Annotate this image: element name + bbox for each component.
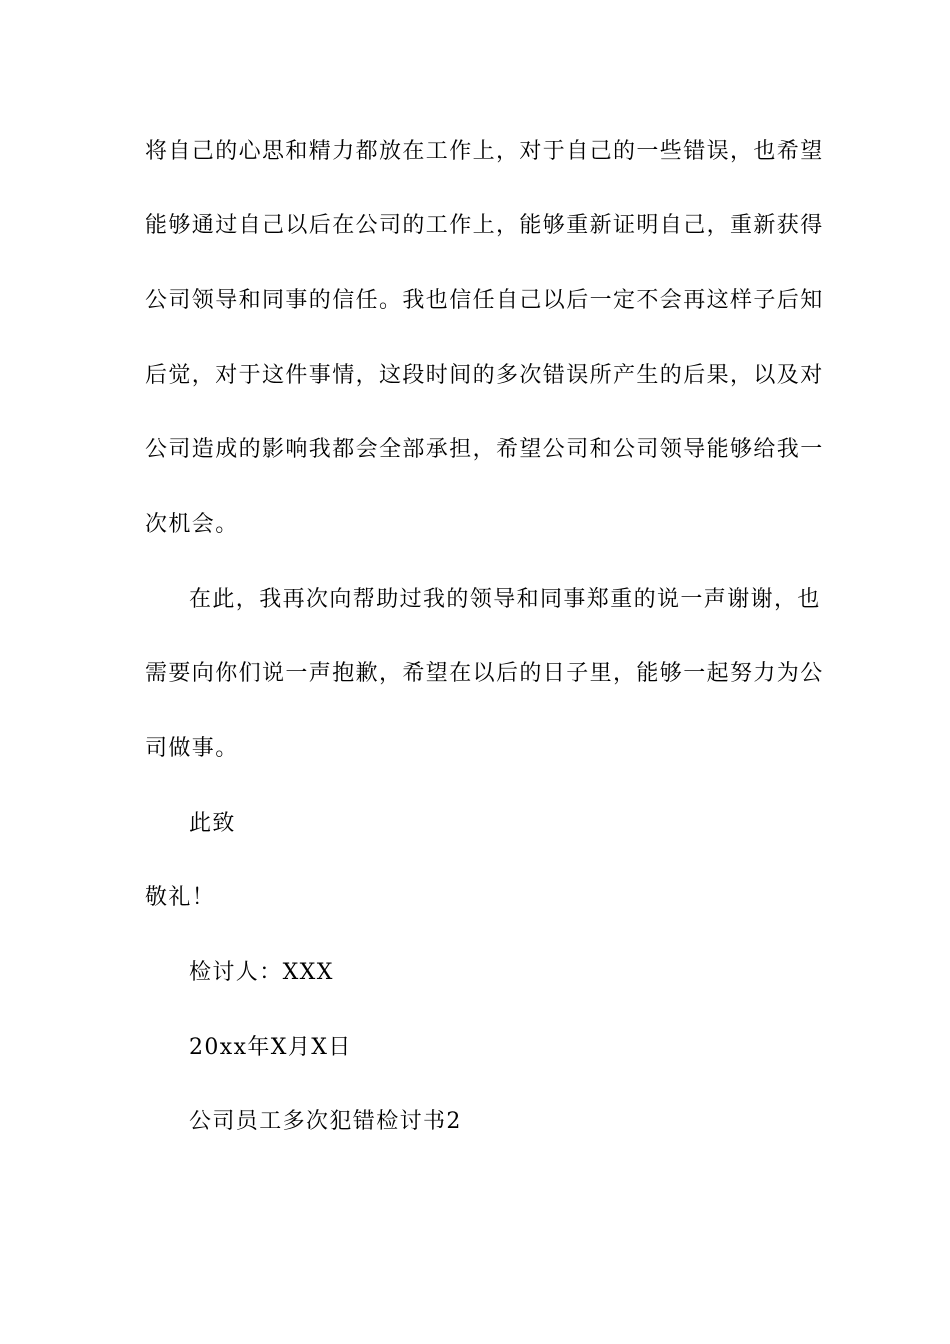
body-line-4: 后觉，对于这件事情，这段时间的多次错误所产生的后果，以及对 bbox=[145, 363, 824, 388]
closing-respect: 敬礼！ bbox=[145, 885, 216, 910]
closing-salutation: 此致 bbox=[189, 811, 236, 836]
body-line-2: 能够通过自己以后在公司的工作上，能够重新证明自己，重新获得 bbox=[145, 213, 824, 238]
body-line-5: 公司造成的影响我都会全部承担，希望公司和公司领导能够给我一 bbox=[145, 437, 824, 462]
signatory-line: 检讨人：XXX bbox=[189, 960, 334, 985]
body-line-3: 公司领导和同事的信任。我也信任自己以后一定不会再这样子后知 bbox=[145, 288, 824, 313]
body-line-8: 需要向你们说一声抱歉，希望在以后的日子里，能够一起努力为公 bbox=[145, 661, 824, 686]
next-section-title: 公司员工多次犯错检讨书2 bbox=[189, 1109, 462, 1134]
body-line-6: 次机会。 bbox=[145, 512, 239, 537]
body-line-7: 在此，我再次向帮助过我的领导和同事郑重的说一声谢谢，也 bbox=[189, 587, 821, 612]
body-line-1: 将自己的心思和精力都放在工作上，对于自己的一些错误，也希望 bbox=[145, 139, 824, 164]
body-line-9: 司做事。 bbox=[145, 736, 239, 761]
date-line: 20xx年X月X日 bbox=[189, 1035, 352, 1060]
